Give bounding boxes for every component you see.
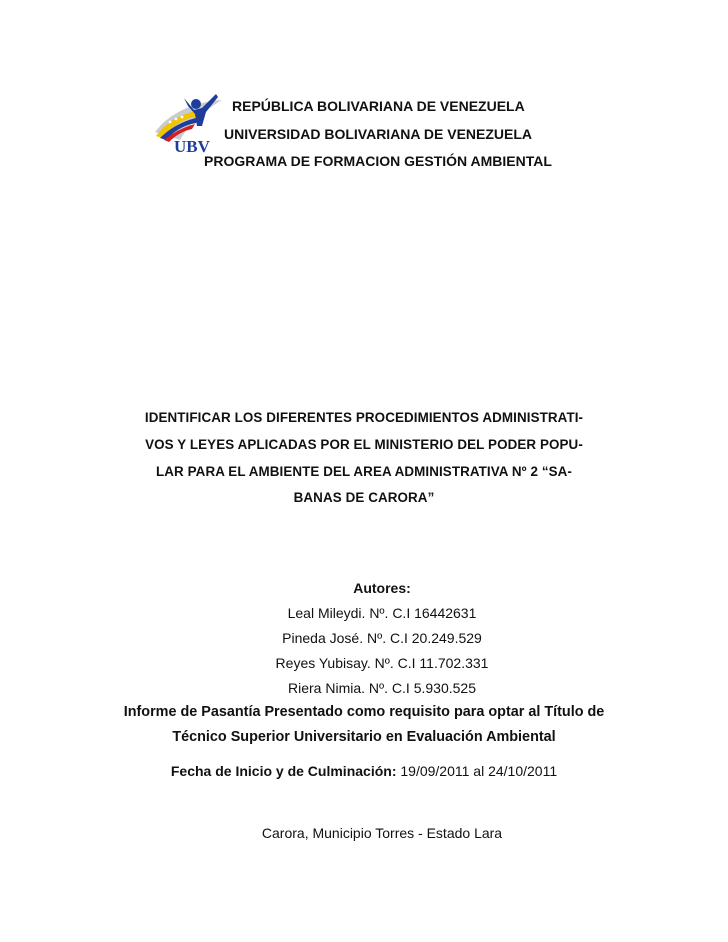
header-republic: REPÚBLICA BOLIVARIANA DE VENEZUELA [232, 98, 525, 114]
ubv-logo [150, 92, 226, 162]
header-program: PROGRAMA DE FORMACION GESTIÓN AMBIENTAL [204, 153, 552, 169]
report-line-2: Técnico Superior Universitario en Evaluación Ambiental [172, 729, 556, 745]
location-line: Carora, Municipio Torres - Estado Lara [261, 825, 503, 841]
authors-heading: Autores: [353, 580, 411, 596]
title-line-1: IDENTIFICAR LOS DIFERENTES PROCEDIMIENTOS ADMINISTRATI- [144, 410, 584, 425]
author-4: Riera Nimia. Nº. C.I 5.930.525 [288, 680, 476, 696]
author-1: Leal Mileydi. Nº. C.I 16442631 [287, 605, 477, 621]
title-line-4: BANAS DE CARORA” [293, 490, 435, 505]
logo-text: UBV [174, 137, 210, 156]
dates-label: Fecha de Inicio y de Culminación: [170, 763, 397, 779]
title-line-3: LAR PARA EL AMBIENTE DEL AREA ADMINISTRATIVA Nº 2 “SA- [156, 464, 572, 479]
header-university: UNIVERSIDAD BOLIVARIANA DE VENEZUELA [224, 126, 533, 142]
dates-row [0, 763, 728, 779]
report-line-1: Informe de Pasantía Presentado como requisito para optar al Título de [123, 704, 605, 720]
title-line-2: VOS Y LEYES APLICADAS POR EL MINISTERIO DEL PODER POPU- [145, 437, 583, 452]
ubv-logo-graphic [150, 92, 226, 162]
author-3: Reyes Yubisay. Nº. C.I 11.702.331 [275, 655, 489, 671]
dates-value: 19/09/2011 al 24/10/2011 [396, 763, 558, 779]
author-2: Pineda José. Nº. C.I 20.249.529 [282, 630, 482, 646]
